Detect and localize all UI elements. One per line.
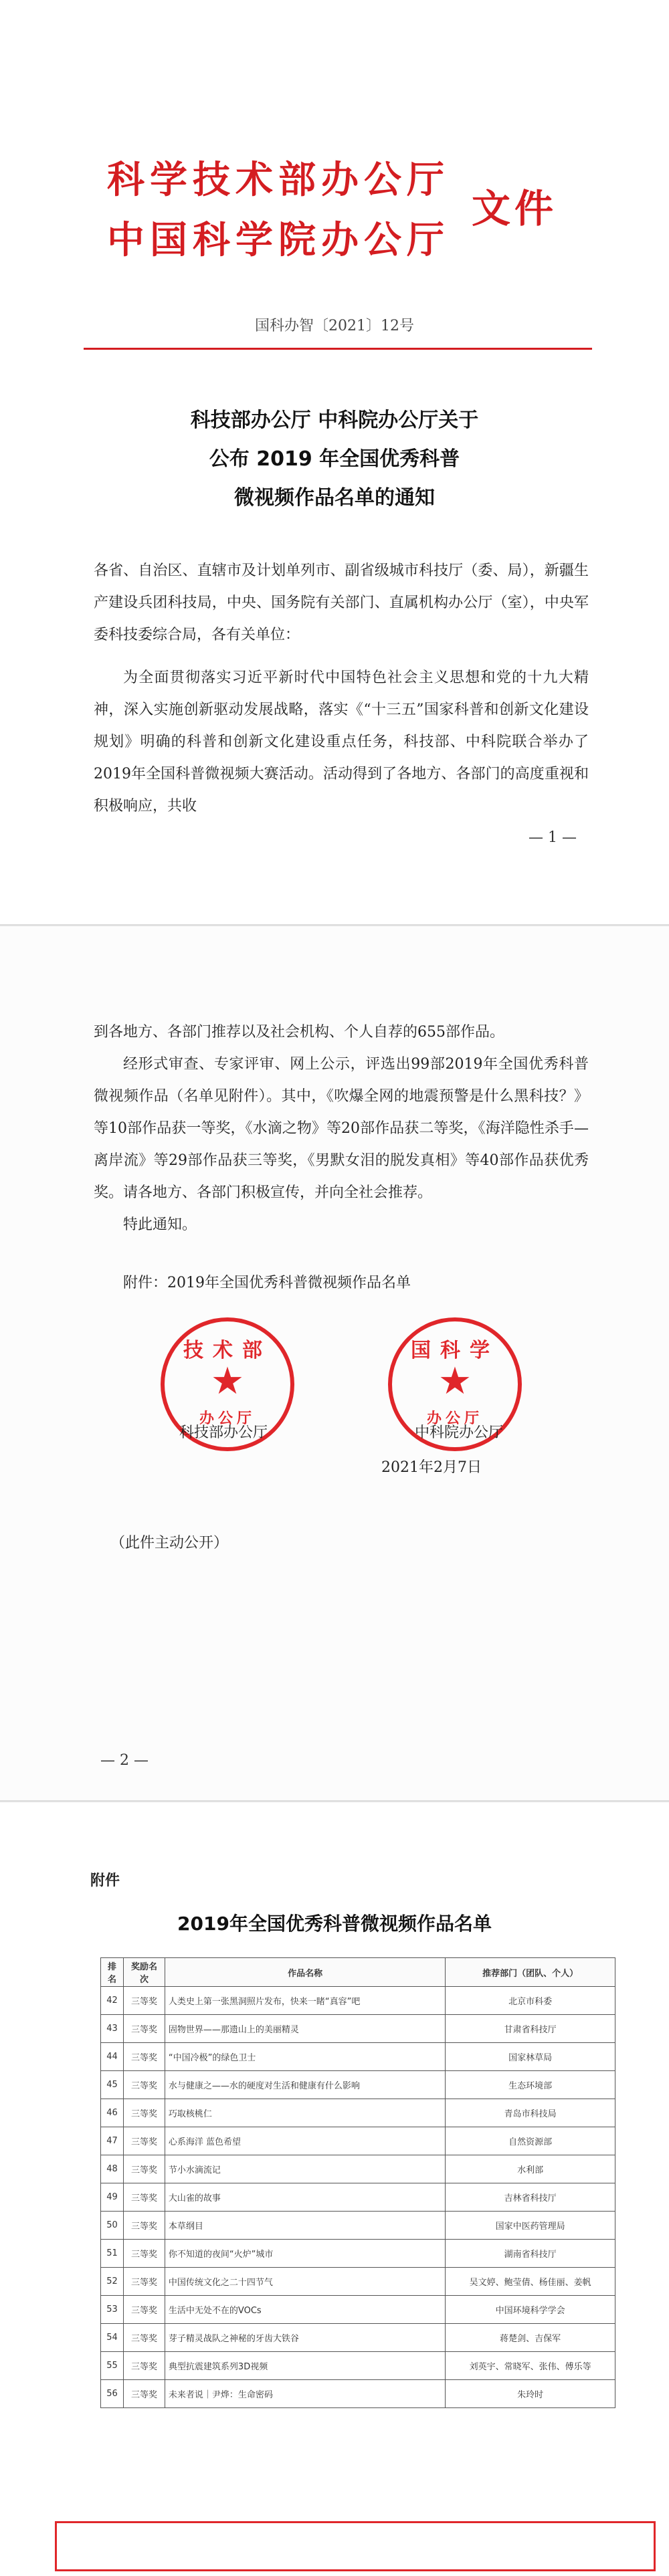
cell-name: 中国传统文化之二十四节气: [165, 2268, 445, 2296]
cell-level: 三等奖: [123, 2380, 165, 2408]
cell-name: 典型抗震建筑系列3D视频: [165, 2352, 445, 2380]
signer-most-office: 科技部办公厅: [179, 1424, 268, 1441]
body-continuation: 到各地方、各部门推荐以及社会机构、个人自荐的655部作品。: [94, 1024, 504, 1041]
cell-recommender: 国家林草局: [446, 2043, 615, 2071]
cell-recommender: 刘英宇、常晓军、张伟、傅乐等: [446, 2352, 615, 2380]
cell-recommender: 青岛市科技局: [446, 2099, 615, 2127]
table-row: [101, 2268, 615, 2296]
cell-rank: 48: [101, 2155, 124, 2183]
cell-rank: 49: [101, 2183, 124, 2212]
table-row: [101, 1987, 615, 2015]
table-row: [101, 2043, 615, 2071]
body-paragraph-1: 为全面贯彻落实习近平新时代中国特色社会主义思想和党的十九大精神，深入实施创新驱动发展战略，落实《“十三五”国家科普和创新文化建设规划》明确的科普和创新文化建设重点任务，科技部、中科院联合举办了2019年全国科普微视频大赛活动。活动得到了各地方、各部门的高度重视和积极响应，共收: [94, 669, 589, 815]
notice-title-line-1: 科技部办公厅 中科院办公厅关于: [190, 409, 479, 432]
cell-level: 三等奖: [123, 2127, 165, 2155]
seal-ring-text: 技术部: [183, 1339, 272, 1362]
cell-recommender: 吴文婷、鲍莹倩、杨佳丽、姜帆: [446, 2268, 615, 2296]
cell-name: 人类史上第一张黑洞照片发布，快来一睹“真容”吧: [165, 1987, 445, 2015]
cell-recommender: 中国环境科学学会: [446, 2296, 615, 2324]
page-number: — 2 —: [100, 1752, 149, 1769]
cell-rank: 42: [101, 1987, 124, 2015]
header-rank: 排名: [101, 1958, 124, 1987]
cell-level: 三等奖: [123, 2212, 165, 2240]
cell-recommender: 朱玲时: [446, 2380, 615, 2408]
cell-level: 三等奖: [123, 2043, 165, 2071]
cell-rank: 47: [101, 2127, 124, 2155]
red-divider-line: [84, 348, 592, 350]
seal-base-text: 办公厅: [199, 1410, 256, 1427]
cell-recommender: 国家中医药管理局: [446, 2212, 615, 2240]
annex-label: 附件: [90, 1872, 120, 1889]
cell-level: 三等奖: [123, 2015, 165, 2043]
cell-name: 芽子精灵战队之神秘的牙齿大铁谷: [165, 2324, 445, 2352]
attachment-note: 附件：2019年全国优秀科普微视频作品名单: [123, 1275, 411, 1291]
cell-recommender: 甘肃省科技厅: [446, 2015, 615, 2043]
disclosure-note: （此件主动公开）: [110, 1535, 229, 1551]
cell-level: 三等奖: [123, 2268, 165, 2296]
table-row: [101, 2296, 615, 2324]
cell-recommender: 北京市科委: [446, 1987, 615, 2015]
cell-name: 节小水滴流记: [165, 2155, 445, 2183]
document-page-1: [0, 0, 669, 926]
cell-name: 本草纲目: [165, 2212, 445, 2240]
notice-title-line-2: 公布 2019 年全国优秀科普: [209, 447, 460, 471]
table-row: [101, 2127, 615, 2155]
header-name: 作品名称: [165, 1958, 445, 1987]
cell-rank: 55: [101, 2352, 124, 2380]
cell-level: 三等奖: [123, 2155, 165, 2183]
cell-recommender: 吉林省科技厅: [446, 2183, 615, 2212]
page-number: — 1 —: [529, 829, 577, 846]
issuer-header: [107, 150, 575, 278]
table-row: [101, 2071, 615, 2099]
cell-name: 大山雀的故事: [165, 2183, 445, 2212]
star-icon: ★: [438, 1360, 472, 1403]
cell-rank: 43: [101, 2015, 124, 2043]
cell-name: 水与健康之——水的硬度对生活和健康有什么影响: [165, 2071, 445, 2099]
header-document-suffix: 文件: [472, 186, 558, 231]
cell-name: 你不知道的夜间“火炉”城市: [165, 2240, 445, 2268]
cell-level: 三等奖: [123, 2071, 165, 2099]
cell-rank: 51: [101, 2240, 124, 2268]
cell-level: 三等奖: [123, 1987, 165, 2015]
cell-recommender: 蒋楚剑、吉保军: [446, 2324, 615, 2352]
cell-name: 心系海洋 蓝色希望: [165, 2127, 445, 2155]
closing-phrase: 特此通知。: [123, 1216, 197, 1233]
cell-level: 三等奖: [123, 2352, 165, 2380]
award-table-body: [101, 1987, 615, 2408]
cell-name: 生活中无处不在的VOCs: [165, 2296, 445, 2324]
star-icon: ★: [210, 1360, 245, 1403]
table-row: [101, 2015, 615, 2043]
table-row: [101, 2155, 615, 2183]
seal-ring-text: 国科学: [411, 1339, 499, 1362]
table-header-row: [101, 1958, 615, 1987]
table-row: [101, 2352, 615, 2380]
highlight-annotation-box: [55, 2521, 656, 2571]
notice-title-line-3: 微视频作品名单的通知: [234, 486, 435, 510]
table-row: [101, 2240, 615, 2268]
table-row: [101, 2099, 615, 2127]
table-row: [101, 2212, 615, 2240]
cell-name: “中国冷极”的绿色卫士: [165, 2043, 445, 2071]
document-number: 国科办智〔2021〕12号: [255, 318, 414, 334]
header-level: 奖励名次: [123, 1958, 165, 1987]
seal-base-text: 办公厅: [426, 1410, 483, 1427]
cell-level: 三等奖: [123, 2183, 165, 2212]
cell-level: 三等奖: [123, 2324, 165, 2352]
cell-name: 固物世界——那遗山上的美丽精灵: [165, 2015, 445, 2043]
cell-rank: 56: [101, 2380, 124, 2408]
table-row: [101, 2324, 615, 2352]
issuer-name-line-2: 中国科学院办公厅: [107, 219, 450, 262]
cell-rank: 46: [101, 2099, 124, 2127]
cell-rank: 54: [101, 2324, 124, 2352]
cell-rank: 44: [101, 2043, 124, 2071]
cell-rank: 50: [101, 2212, 124, 2240]
table-row: [101, 2380, 615, 2408]
issue-date: 2021年2月7日: [381, 1459, 482, 1476]
cell-level: 三等奖: [123, 2296, 165, 2324]
issuer-name-line-1: 科学技术部办公厅: [107, 158, 450, 202]
cell-rank: 53: [101, 2296, 124, 2324]
body-paragraph-2: 经形式审查、专家评审、网上公示，评选出99部2019年全国优秀科普微视频作品（名单见附件）。其中，《吹爆全网的地震预警是什么黑科技？》等10部作品获一等奖，《水滴之物》等20部作品获二等奖，《海洋隐性杀手—离岸流》等29部作品获三等奖，《男默女泪的脱发真相》等40部作品获优秀奖。请各地方、各部门积极宣传，并向全社会推荐。: [94, 1056, 589, 1201]
award-table: [100, 1957, 615, 2408]
cell-recommender: 湖南省科技厅: [446, 2240, 615, 2268]
addressee-paragraph: 各省、自治区、直辖市及计划单列市、副省级城市科技厅（委、局），新疆生产建设兵团科技局，中央、国务院有关部门、直属机构办公厅（室），中央军委科技委综合局，各有关单位：: [94, 562, 589, 643]
cell-level: 三等奖: [123, 2099, 165, 2127]
cell-name: 未来者说｜尹烨：生命密码: [165, 2380, 445, 2408]
cell-recommender: 生态环境部: [446, 2071, 615, 2099]
cell-name: 巧取核桃仁: [165, 2099, 445, 2127]
header-recommender: 推荐部门（团队、个人）: [446, 1958, 615, 1987]
cell-recommender: 自然资源部: [446, 2127, 615, 2155]
signer-cas-office: 中科院办公厅: [415, 1424, 504, 1441]
table-row: [101, 2183, 615, 2212]
document-page-2: [0, 926, 669, 1802]
cell-rank: 52: [101, 2268, 124, 2296]
cell-recommender: 水利部: [446, 2155, 615, 2183]
document-page-3: [0, 1802, 669, 2576]
notice-title: [0, 401, 669, 518]
cell-level: 三等奖: [123, 2240, 165, 2268]
award-list-title: 2019年全国优秀科普微视频作品名单: [177, 1913, 492, 1935]
cell-rank: 45: [101, 2071, 124, 2099]
